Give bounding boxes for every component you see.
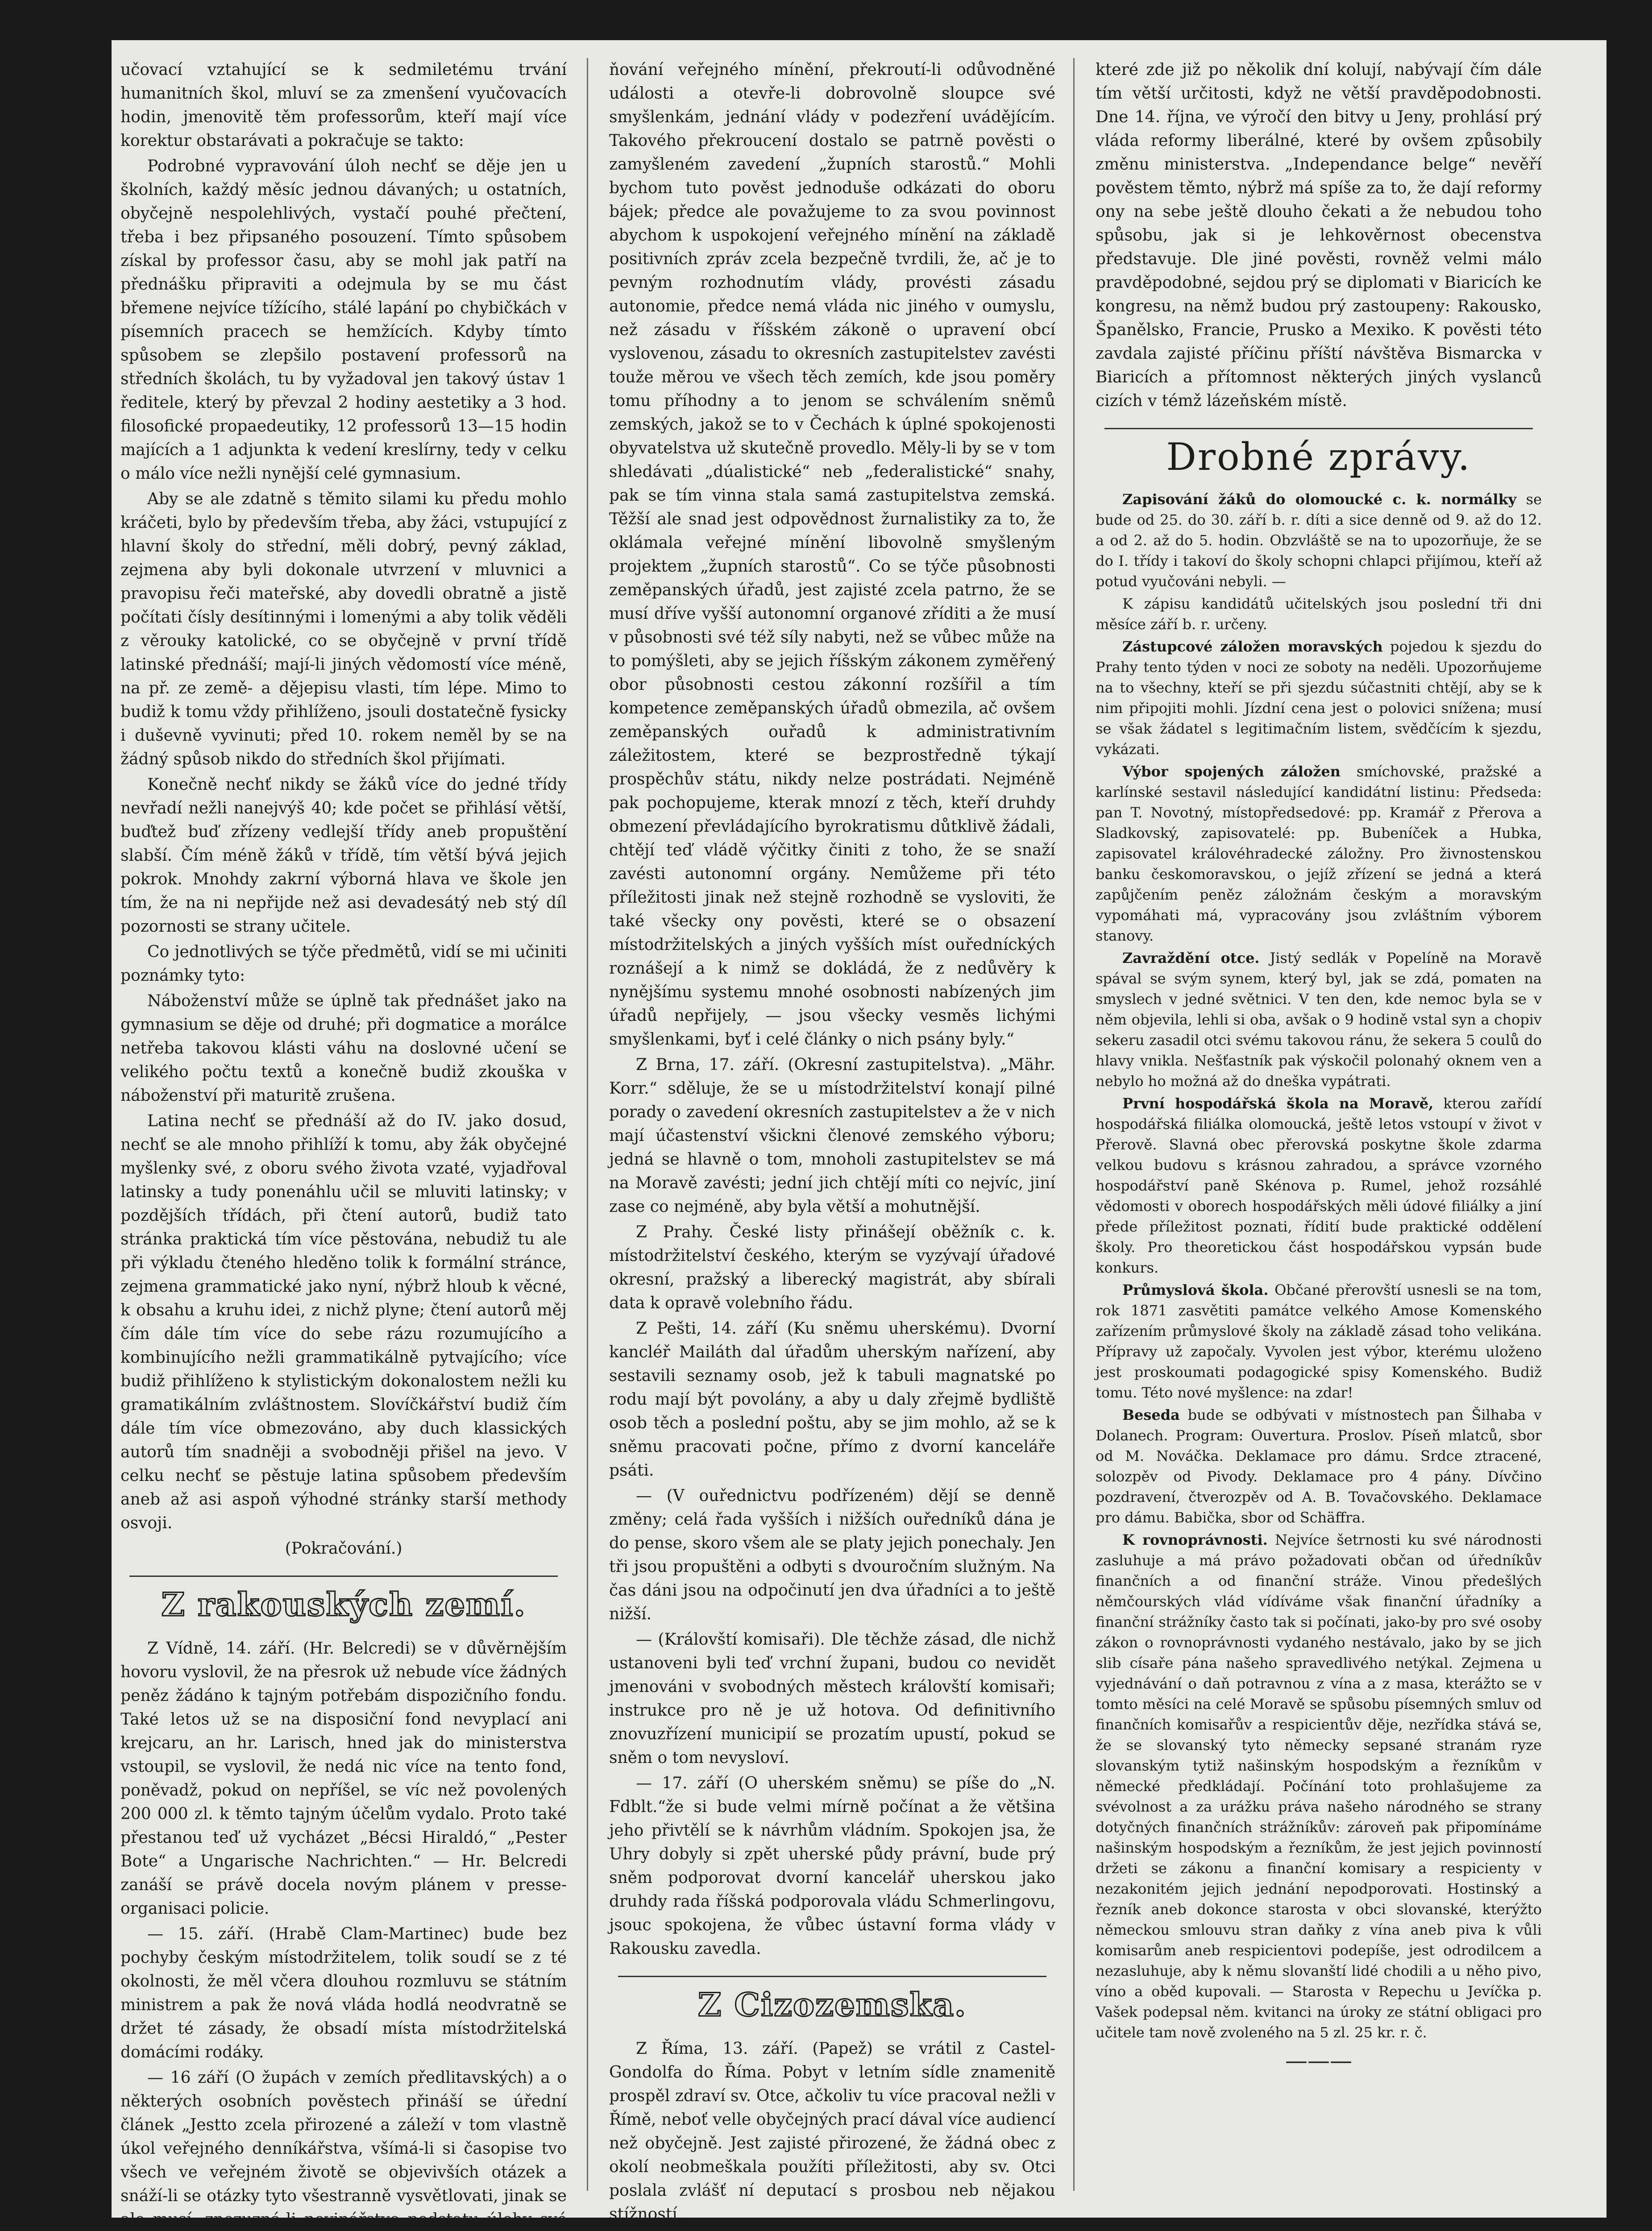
section-title-foreign: Z Cizozemska.: [697, 1986, 967, 2024]
article-paragraph: učovací vztahující se k sedmiletému trvání humanitních škol, mluví se za zmenšení vyučovacích hodin, jmenovitě těm professorům, kteří mají více korektur obstarávati a pokračuje se takto:: [120, 61, 567, 150]
article-paragraph: [609, 2228, 1055, 2231]
news-item-heading: Beseda: [1122, 1406, 1180, 1423]
article-paragraph: ňování veřejného mínění, překroutí-li odůvodněné události a otevře-li dobrovolně sloupce své smyšlenkám, jednání vlády v podezření uvádějícím. Takového překroucení dostalo se patrně pověsti o zamyšleném zavedení „župních starostů.“ Mohli bychom tuto pověst jednoduše odkázati do oboru bájek; předce ale považujeme to za svou povinnost abychom k uspokojení veřejného mínění na základě positivních zpráv zcela bezpečně tvrdili, že, ač je to pevným rozhodnutím vlády, provésti zásadu autonomie, předce nemá vláda nic jiného v oumyslu, než zásadu v říšském zákoně o upravení obcí vyslovenou, zásadu to okresních zastupitelstev zavésti touže měrou ve všech těch zemích, kde jsou poměry tomu příhodny a to jenom se schválením sněmů zemských, jakož se to v Čechách k úplné spokojenosti obyvatelstva už skutečně provedlo. Měly-li by se v tom shledávati „dúalistické“ neb „federalistické“ snahy, pak se tím vinna stala samá zastupitelstva zemská. Těžší ale snad jest odpovědnost žurnalistiky za to, že oklámala veřejné mínění libovolně smyšleným projektem „župních starostů“. Co se týče působnosti zeměpanských úřadů, jest zajisté zcela patrno, že se musí dříve vyšší autonomní organové zříditi a že musí v působnosti své též síly nabyti, než se vůbec může na to pomýšleti, aby se jejich říšským zákonem zyměřený obor působnosti cestou zákonní rozšířil a tím kompetence zeměpanských úřadů obmezila, ač ovšem zeměpanských ouřadů k administrativním záležitostem, které se bezprostředně týkají prospěchův státu, nikdy nelze postrádati. Nejméně pak pochopujeme, kterak mnozí z těch, kteří druhdy obmezení převládajícího byrokratismu důtklivě žádali, chtějí teď vládě výčitky činiti z toho, že se snaží zavésti autonomní orgány. Nemůžeme při této příležitosti jinak než stejně rozhodně se vysloviti, že také všecky ony pověsti, které se o obsazení místodržitelských a jiných vyšších míst ouředníckých roznášejí a k nimž se dokládá, že z nedůvěry k nynějšímu systemu mnohé osobnosti nabízených jim úřadů nepřijely, — jsou všecky vesměs lichými smyšlenkami, byť i celé články o nich psány byly.“: [609, 61, 1055, 1049]
newspaper-page: [112, 40, 1606, 2229]
section-divider: [129, 1576, 558, 1577]
article-paragraph: Z Vídně, 14. září. (Hr. Belcredi) se v důvěrnějším hovoru vyslovil, že na přesrok už nebude více žádných peněz žádáno k tajným potřebám dispozičního fondu. Také letos už se na disposiční fond nevyplací ani krejcaru, an hr. Larisch, hned jak do ministerstva vstoupil, se vyslovil, že nedá nic více na tento fond, poněvadž, pokud on nepříšel, se víc než povolených 200 000 zl. k těmto tajným účelům vydalo. Proto také přestanou teď už vycházet „Bécsi Hiraldó,“ „Pester Bote“ a Ungarische Nachrichten.“ — Hr. Belcredi zanáší se právě docela novým plánem v presse-organisaci policie.: [120, 1639, 567, 1918]
news-item: [1096, 636, 1542, 759]
news-item-heading: Zavraždění otce.: [1122, 950, 1260, 966]
end-mark: ———: [1285, 2048, 1352, 2073]
news-item: [1096, 948, 1542, 1091]
column-divider: [1073, 58, 1075, 2191]
news-item: [1096, 1530, 1542, 2043]
news-item-heading: První hospodářská škola na Moravě,: [1122, 1095, 1434, 1112]
news-item-text: Občané přerovští usnesli se na tom, rok 1871 zasvětiti památce velkého Amose Komenského zařízením průmyslové školy na základě zásad toho velikána. Přípravy už započaly. Vyvolen jest výbor, kterému uloženo jest proskoumati podagogické spisy Komenského. Budiž tomu. Této nové myšlence: na zdar!: [1096, 1281, 1542, 1401]
news-item: [1096, 1093, 1542, 1278]
news-list: [1096, 489, 1542, 2043]
section-divider: [618, 1976, 1046, 1977]
article-paragraph: Z Brna, 17. září. (Okresní zastupitelstva). „Mähr. Korr.“ sděluje, že se u místodržitelství konají pilné porady o zavedení okresních zastupitelstev a že v nich mají účastenství všickni členové zemského výboru; jedná se hlavně o tom, mnoholi zastupitelstev se má na Moravě zavésti; jední jich chtějí míti co nejvíc, jiní zase co nejméně, aby byla větší a mohutnější.: [609, 1056, 1055, 1216]
article-paragraph: — (V ouřednictvu podřízeném) dějí se denně změny; celá řada vyšších i nižších ouředníků dána je do pense, skoro všem ale se platy jejich ponechaly. Jen tři jsou propuštěni a odbyti s dvouročním služným. Na čas dáni jsou na odpočinutí jen dva úřadníci a to ještě nižší.: [609, 1487, 1055, 1623]
article-paragraph: — 15. září. (Hrabě Clam-Martinec) bude bez pochyby českým místodržitelem, tolik soudí se z té okolnosti, že měl včera dlouhou rozmluvu se státním ministrem a pak že nová vláda hodlá neodvratně se držet té zásady, že obsadí místa místodržitelská domácími rodáky.: [120, 1925, 567, 2061]
column-1: [120, 58, 567, 2229]
news-item-text: Jistý sedlák v Popelíně na Moravě spával se svým synem, který byl, jak se zdá, pomaten na smyslech v jedné světnici. V ten den, kde nemoc byla se v něm objevila, lehli si oba, avšak o 9 hodině vstal syn a chopiv sekeru zasadil otci svému takovou ránu, že sekera 5 coulů do hlavy vnikla. Nešťastník pak výskočil polonahý oknem ven a nebylo ho možná až do dneška vypátrati.: [1096, 950, 1542, 1090]
article-paragraph: Z Říma, 13. září. (Papež) se vrátil z Castel-Gondolfa do Říma. Pobyt v letním sídle znamenitě prospěl zdraví sv. Otce, ačkoliv tu více pracoval nežli v Římě, neboť velle obyčejných prací dával více audiencí než obyčejně. Jest zajisté přirozené, že žádná obec z okolí neobmeškala použíti příležitosti, aby sv. Otci poslala zvlášť ní deputací s prosbou neb nějakou stížností.: [609, 2040, 1055, 2223]
news-item: [1096, 1280, 1542, 1403]
section-title-short-news: Drobné zprávy.: [1166, 435, 1471, 479]
column-divider: [587, 58, 588, 2191]
article-paragraph: Co jednotlivých se týče předmětů, vidí se mi učiniti poznámky tyto:: [120, 943, 567, 985]
news-item-text: Nejvíce šetrnosti ku své národnosti zasluhuje a má právo požadovati občan od úředníkův finančních a od finanční stráže. Vinou předešlých němčourských vlád vídíváme však finanční úřadníky a finanční strážníky často tak si počínati, jako-by pro své osoby zákon o rovnoprávnosti vydaného nestávalo, jako by se jich slib císaře pána našeho spravedlivého netýkal. Zejmena u vyjednávání o daň potravnou z vína a z masa, kterážto se v tomto měsíci na celé Moravě se spůsobu písemných smluv od finančních komisařův a respicientův děje, nezřídka stává se, že se slovanský tyto německy sepsané stranám ryze slovanským tytiž našinským hospodským a řezníkům v německé předkládají. Počínání toto prohlašujeme za svévolnost a za urážku práva našeho národného se strany dotyčných finančních strážníkův: zároveň pak připomínáme našinským hospodským a řezníkům, že jest jejich povinností držeti se zákonu a finanční komisary a respicienty v nezakonitém jejich jednání nepodporovati. Hostinský a řezník aneb dokonce starosta v obci slovanské, kterýžto německou smlouvu stran daňky z vína aneb piva k vůli komisarům aneb respicientovi podepíše, jest odrodilcem a nezasluhuje, aby k němu slovanští lidé chodili a u něho pivo, víno a oběd kupovali. — Starosta v Repechu u Jevíčka p. Vašek podepsal něm. kvitanci na úroky ze státní obligaci pro učitele tam nově zvoleného na 5 zl. 25 kr. r. č.: [1096, 1531, 1542, 2041]
article-paragraph: Latina nechť se přednáší až do IV. jako dosud, nechť se ale mnoho přihlíží k tomu, aby žák obyčejné myšlenky své, z oboru svého života vzaté, vyjadřoval latinsky a tudy ponenáhlu učil se mluviti latinsky; v pozdějších třídách, při čtení autorů, budiž tato stránka praktická tím více pěstována, nebudiž tu ale při výkladu čteného hleděno tolik k formální stránce, zejmena grammatické jako nyní, nýbrž hloub k věcné, k obsahu a kruhu idei, z nichž plyne; čtení autorů měj čím dále tím více do sebe rázu rozumujícího a kombinujícího nežli grammatikálně pytvajícího; více budiž přihlíženo k stylistickým dokonalostem nežli ku gramatikálním zvláštnostem. Slovíčkářství budiž čím dále tím více obmezováno, aby duch klassických autorů tím snadněji a svobodněji přišel na jevo. V celku nechť se pěstuje latina spůsobem především aneb až asi aspoň výhodné stránky starší methody osvoji.: [120, 1112, 567, 1532]
article-paragraph: Z Prahy. České listy přinášejí oběžník c. k. místodržitelství českého, kterým se vyzývají úřadové okresní, pražský a liberecký magistrát, aby sbírali data k opravě volebního řádu.: [609, 1223, 1055, 1312]
column-2: [609, 58, 1055, 2223]
news-item-heading: Průmyslová škola.: [1122, 1281, 1269, 1298]
news-item-text: K zápisu kandidátů učitelských jsou poslední tři dni měsíce září b. r. určeny.: [1096, 595, 1542, 633]
news-item-text: se bude od 25. do 30. září b. r. díti a sice denně od 9. až do 12. a od 2. až do 5. hodin. Obzvláště se na to upozorňuje, že se do I. třídy i takoví do školy schopni chlapci přijímou, kteří až potud vyučováni nebyli. —: [1096, 491, 1542, 590]
news-item: [1096, 489, 1542, 592]
news-item: [1096, 593, 1542, 634]
news-item-text: bude se odbývati v místnostech pan Šilhaba v Dolanech. Program: Ouvertura. Proslov. Píseň mlatců, sbor od M. Nováčka. Deklamace pro dámu. Srdce ztracené, solozpěv od Pivody. Deklamace pro 4 pány. Dívčino pozdravení, čtverozpěv od A. B. Tovačovského. Deklamace pro dámu. Babička, sbor od Schäffra.: [1096, 1406, 1542, 1526]
article-paragraph: Aby se ale zdatně s těmito silami ku předu mohlo kráčeti, bylo by především třeba, aby žáci, vstupující z hlavní školy do střední, měli dobrý, pevný základ, zejmena aby byli dokonale utvrzení v mluvnici a pravopisu řeči mateřské, aby dovedli obratně a jistě počítati čísly desítinnými i lomenými a aby tolik věděli z věrouky katolické, co se obyčejně v první třídě latinské přednáší; mají-li jiných vědomostí více méně, na př. ze země- a dějepisu vlasti, tím lépe. Mimo to budiž k tomu vždy přihlíženo, jsouli dostatečně fysicky i duševně vyvinuti; před 10. rokem neměl by se na žádný spůsob nikdo do středních škol přijímati.: [120, 490, 567, 768]
article-paragraph: Podrobné vypravování úloh nechť se děje jen u školních, každý měsíc jednou dávaných; u ostatních, obyčejně nespolehlivých, vystačí pouhé přečtení, třeba i bez připsaného posouzení. Tímto spůsobem získal by professor času, aby se mohl jak patří na přednášku připraviti a odejmula by se mu část břemene nejvíce tížícího, stálé lapání po chybičkách v písemních pracech se hemžících. Kdyby tímto spůsobem se zlepšilo postavení professorů na středních školách, tu by vyžadoval jen takový ústav 1 ředitele, který by převzal 2 hodiny aestetiky a 3 hod. filosofické propaedeutiky, 12 professorů 13—15 hodin majících a 1 adjunkta k vedení kreslírny, tedy v celku o málo více nežli nynější celé gymnasium.: [120, 157, 567, 483]
news-item-text: pojedou k sjezdu do Prahy tento týden v noci ze soboty na neděli. Upozorňujeme na to všechny, kteří se při sjezdu súčastniti chtějí, aby se k nim připojiti mohli. Jízdní cena jest o polovici snížena; musí se však žádatel s legitimačním listem, svědčícím k sjezdu, vykázati.: [1096, 638, 1542, 758]
news-item: [1096, 761, 1542, 946]
news-item-heading: Zástupcové záložen moravských: [1122, 638, 1383, 655]
article-paragraph: Konečně nechť nikdy se žáků více do jedné třídy nevřadí nežli nanejvýš 40; kde počet se přihlásí větší, buďtež buď zřízeny vedlejší třídy aneb propuštění slabší. Čím méně žáků v třídě, tím větší bývá jejich pokrok. Mnohdy zakrní výborná hlava ve škole jen tím, že na ni nepřijde než asi devadesátý neb stý díl pozornosti se strany učitele.: [120, 775, 567, 936]
column-3: [1096, 58, 1542, 2200]
news-item-heading: K rovnoprávnosti.: [1122, 1531, 1268, 1548]
news-item: [1096, 1405, 1542, 1528]
news-item-text: smíchovské, pražské a karlínské sestavil následující kandidátní listinu: Předseda: pan T. Novotný, místopředsedové: pp. Kramář z Přerova a Sladkovský, zapisovatelé: pp. Bubeníček a Hubka, zapisovatel královéhradecké záložny. Pro živnostenskou banku českomoravskou, o jejíž zřízení se jedná a která zapůjčením peněz záložnám českým a moravským vypomáhati má, vypracovány jsou zvláštním výborem stanovy.: [1096, 763, 1542, 944]
continued-note: (Pokračování.): [285, 1539, 403, 1558]
news-item-heading: Výbor spojených záložen: [1122, 763, 1341, 780]
section-divider: [1104, 428, 1533, 429]
article-paragraph: — (Královští komisaři). Dle těchže zásad, dle nichž ustanoveni byli teď vrchní župani, budou co nevidět jmenováni v svobodných městech královští komisaři; instrukce pro ně je už hotova. Od definitivního znovuzřízení municipií se prozatím upustí, pokud se sněm o tom nevysloví.: [609, 1630, 1055, 1767]
news-item-heading: Zapisování žáků do olomoucké c. k. normálky: [1122, 491, 1517, 508]
article-paragraph: které zde již po několik dní kolují, nabývají čím dále tím větší určitosti, když ne větší pravděpodobnosti. Dne 14. října, ve výročí den bitvy u Jeny, prohlásí prý vláda reformy liberálné, které by ovšem způsobily změnu ministerstva. „Independance belge“ nevěří pověstem těmto, nýbrž má spíše za to, že dají reformy ony na sebe ještě dlouho čekati a že nebudou toho spůsobu, jak si je lehkověrnost obecenstva představuje. Dle jiné pověsti, rovněž velmi málo pravděpodobné, sejdou prý se diplomati v Biaricích ke kongresu, na němž budou prý zastoupeny: Rakousko, Španělsko, Francie, Prusko a Mexiko. K pověsti této zavdala zajisté příčinu příští návštěva Bismarcka v Biaricích a přítomnost některých jiných vyslanců cizích v témž lázeňském místě.: [1096, 61, 1542, 410]
section-title-austrian-lands: Z rakouských zemí.: [161, 1585, 526, 1623]
article-paragraph: — 16 září (O župách v zemích předlitavských) a o některých osobních pověstech přináší se úřední článek „Jestto zcela přirozené a záleží v tom vlastně úkol veřejného denníkářstva, všímá-li si časopise tvo všech ve veřejném životě se objevivších otázek a snáží-li se otázky tyto všestranně vysvětlovati, jinak se ale musí, znezuzná-li novinářstvo podstatu úlohy své: [120, 2069, 567, 2229]
article-paragraph: Náboženství může se úplně tak přednášet jako na gymnasium se děje od druhé; při dogmatice a morálce netřeba takovou klásti váhu na doslovné učení se velikého počtu textů a konečně budiž zkouška v náboženství při maturitě zrušena.: [120, 992, 567, 1105]
article-paragraph: Z Pešti, 14. září (Ku sněmu uherskému). Dvorní kancléř Mailáth dal úřadům uherským nařízení, aby sestavili seznamy osob, jež k tabuli magnatské po rodu mají být povolány, a aby u daly zřejmě bydliště osob těch a poslední poštu, aby se jim mohlo, až se k sněmu pracovati počne, přímo z dvorní kanceláře psáti.: [609, 1319, 1055, 1480]
article-paragraph: — 17. září (O uherském sněmu) se píše do „N. Fdblt.“že si bude velmi mírně počínat a že většina jeho přivtělí se k návrhům vládním. Spokojen jsa, že Uhry dobyly si zpět uherské půdy právní, bude prý sněm podporovat dvorní kancelář uherskou jako druhdy rada říšská podporovala vládu Schmerlingovu, jsouc spokojena, že vůbec ústavní forma vlády v Rakousku zavedla.: [609, 1774, 1055, 1958]
news-item-text: kterou zařídí hospodářská filiálka olomoucká, ještě letos vstoupí v život v Přerově. Slavná obec přerovská poskytne škole zdarma velkou budovu s krásnou zahradou, a správce vzorného hospodářství paně Skénova p. Rumel, jehož rozsáhlé vědomosti v oborech hospodářských měli údové filiálky a jiní přede příležitost poznati, řídití bude praktické oddělení školy. Pro theoretickou část hospodářskou vypsán bude konkurs.: [1096, 1095, 1542, 1276]
